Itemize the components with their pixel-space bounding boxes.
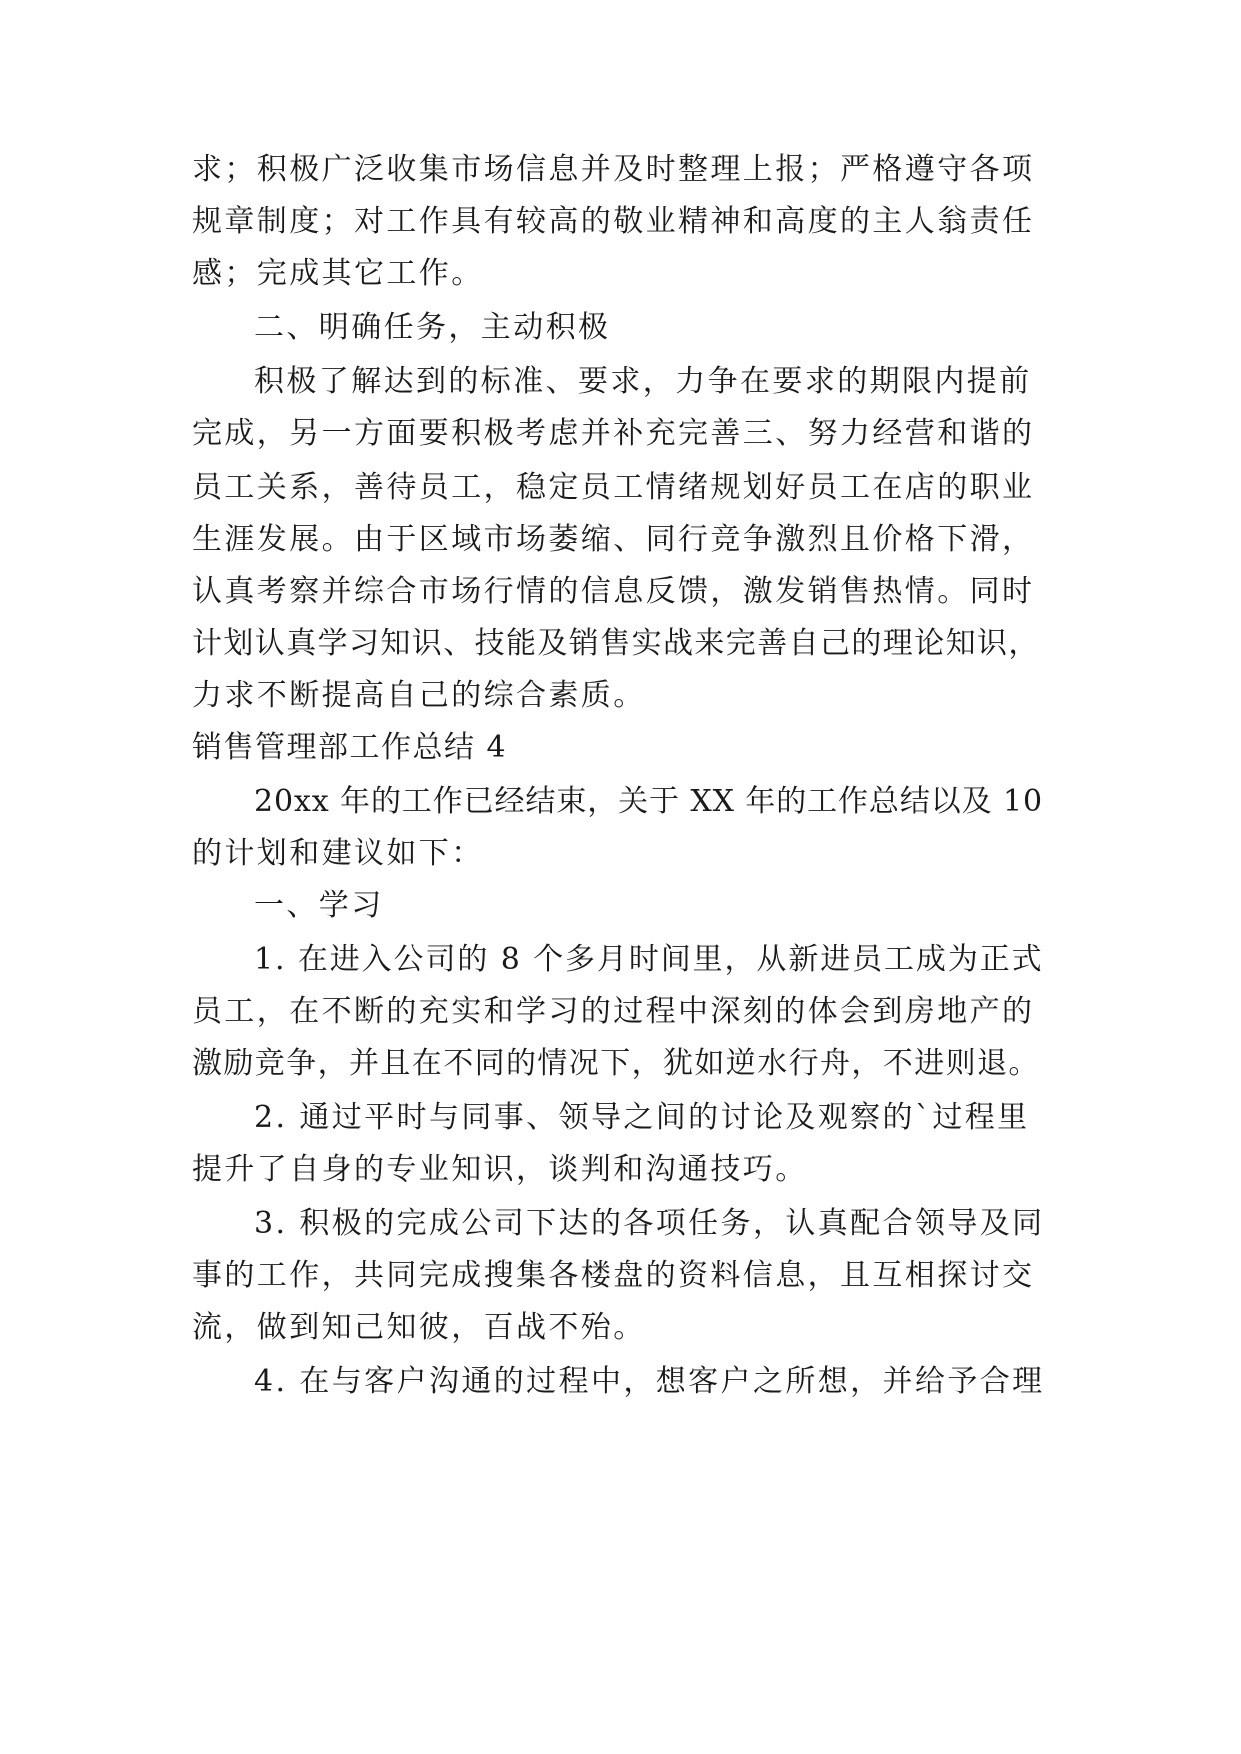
document-subtitle: 销售管理部工作总结 4 bbox=[192, 730, 508, 765]
text-line: 流，做到知己知彼，百战不殆。 bbox=[192, 1310, 646, 1345]
section-heading: 二、明确任务，主动积极 bbox=[254, 310, 611, 345]
list-item: 3. 积极的完成公司下达的各项任务，认真配合领导及同 bbox=[254, 1206, 1045, 1241]
text-line: 计划认真学习知识、技能及销售实战来完善自己的理论知识， bbox=[192, 626, 1040, 661]
text-line: 的计划和建议如下： bbox=[192, 836, 484, 871]
text-line: 提升了自身的专业知识，谈判和沟通技巧。 bbox=[192, 1152, 808, 1187]
text-line: 积极了解达到的标准、要求，力争在要求的期限内提前 bbox=[254, 364, 1032, 399]
text-line: 认真考察并综合市场行情的信息反馈，激发销售热情。同时 bbox=[192, 574, 1035, 609]
text-line: 求；积极广泛收集市场信息并及时整理上报；严格遵守各项 bbox=[192, 152, 1035, 187]
list-item: 4. 在与客户沟通的过程中，想客户之所想，并给予合理 bbox=[254, 1364, 1045, 1399]
section-heading: 一、学习 bbox=[254, 888, 384, 923]
text-line: 激励竞争，并且在不同的情况下，犹如逆水行舟，不进则退。 bbox=[192, 1046, 1040, 1081]
text-line: 20xx 年的工作已经结束，关于 XX 年的工作总结以及 10 bbox=[254, 784, 1043, 819]
text-line: 生涯发展。由于区域市场萎缩、同行竞争激烈且价格下滑， bbox=[192, 522, 1035, 557]
text-line: 力求不断提高自己的综合素质。 bbox=[192, 678, 646, 713]
list-item: 1. 在进入公司的 8 个多月时间里，从新进员工成为正式 bbox=[254, 942, 1044, 977]
list-item: 2. 通过平时与同事、领导之间的讨论及观察的`过程里 bbox=[254, 1100, 1030, 1135]
text-line: 员工，在不断的充实和学习的过程中深刻的体会到房地产的 bbox=[192, 994, 1035, 1029]
text-line: 感；完成其它工作。 bbox=[192, 256, 484, 291]
text-line: 完成，另一方面要积极考虑并补充完善三、努力经营和谐的 bbox=[192, 416, 1035, 451]
text-line: 员工关系，善待员工，稳定员工情绪规划好员工在店的职业 bbox=[192, 470, 1035, 505]
text-line: 规章制度；对工作具有较高的敬业精神和高度的主人翁责任 bbox=[192, 204, 1035, 239]
text-line: 事的工作，共同完成搜集各楼盘的资料信息，且互相探讨交 bbox=[192, 1258, 1035, 1293]
